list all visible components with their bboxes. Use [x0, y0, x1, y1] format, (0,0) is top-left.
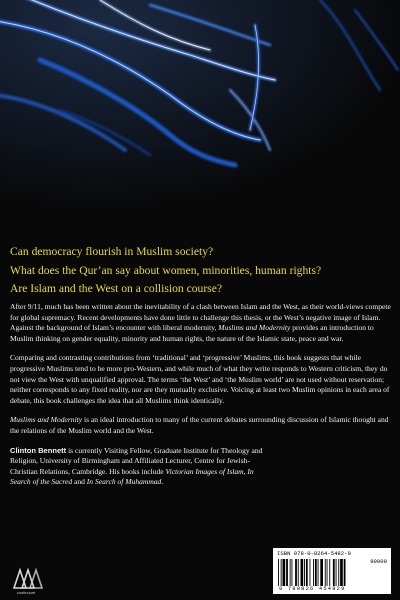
barcode-bar: [338, 559, 339, 586]
isbn-label: ISBN 978-0-8264-5482-9: [277, 550, 351, 557]
bio-text: and: [72, 477, 87, 487]
barcode-bar: [286, 559, 288, 586]
book-title: In Search of Muhammad: [86, 477, 162, 487]
bio-text: ,: [243, 466, 248, 476]
author-bio: [10, 446, 272, 488]
blurb-text: is an ideal introduction to many of the current debates surrounding discussion of Islamic thought and the relations of the Muslim world and the West.: [10, 415, 389, 435]
barcode-bar: [292, 559, 293, 586]
barcode-bar: [325, 559, 326, 586]
blurb-paragraph-3: [10, 415, 392, 436]
barcode-bar: [318, 559, 319, 586]
barcode-bar: [340, 559, 343, 586]
barcode-bar: [310, 559, 311, 586]
barcode-bar: [295, 559, 297, 586]
blurb-text: After 9/11, much has been written about the inevitability of a clash between Islam and the West, as their world-views compete for global supremacy. Recent developments have done little to challenge this thesis, or the West’s negative image of Islam. Against the background of Islam’s encounter with liberal modernity,: [10, 302, 391, 333]
author-name: Clinton Bennett: [10, 445, 67, 455]
barcode-bar: [304, 559, 305, 586]
blurb-text: provides an introduction to Muslim thinking on gender equality, minority and human rights, the nature of the Islamic state, peace and war.: [10, 323, 374, 343]
barcode-bar: [298, 559, 299, 586]
book-title: Muslims and Modernity: [10, 415, 83, 425]
barcode-bar: [278, 559, 279, 586]
book-title: Muslims and Modernity: [218, 323, 291, 333]
barcode-bar: [336, 559, 337, 586]
question-quran: What does the Qur’an say about women, minorities, human rights?: [10, 263, 322, 277]
price-code: 90000: [370, 558, 387, 565]
barcode-bar: [333, 559, 335, 586]
book-title: Victorian Images of Islam: [165, 466, 244, 476]
barcode-bar: [320, 559, 323, 586]
barcode-bar: [290, 559, 291, 586]
cover-artwork: [0, 0, 400, 240]
barcode-bars: [277, 559, 387, 586]
barcode-bar: [301, 559, 304, 586]
barcode-bar: [313, 559, 314, 586]
question-list: [10, 243, 395, 299]
barcode-digits: 9 780826 454829: [279, 586, 346, 592]
barcode-bar: [327, 559, 328, 586]
blurb: [10, 302, 392, 497]
question-collision: Are Islam and the West on a collision course?: [10, 282, 222, 295]
barcode: [273, 548, 391, 594]
barcode-bar: [344, 559, 346, 586]
barcode-bar: [283, 559, 286, 586]
publisher-name: continuum: [16, 590, 36, 595]
blurb-paragraph-1: [10, 302, 392, 344]
barcode-bar: [306, 559, 308, 586]
barcode-bar: [315, 559, 317, 586]
barcode-bar: [329, 559, 330, 586]
book-title: In Search of the Sacred: [10, 466, 254, 487]
question-democracy: Can democracy flourish in Muslim society?: [10, 245, 214, 258]
bio-text: is currently Visiting Fellow, Graduate Institute for Theology and Religion, University of Birmingham and Affiliated Lecturer, Centre for Jewish-Christian Relations, Cambridge. His books include: [10, 445, 263, 476]
bio-text: .: [161, 477, 164, 487]
blurb-paragraph-2: Comparing and contrasting contributions from ‘traditional’ and ‘progressive’ Muslims, this book suggests that while progressive Muslims tend to be more pro-Western, and while much of what they write responds to Western criticism, they do not view the West with unqualified approval. The terms ‘the West’ and ‘the Muslim world’ are not used without reservation; neither corresponds to any fixed reality, nor are they mutually exclusive. Voicing at least two Muslim opinions in each area of debate, this book challenges the idea that all Muslims think identically.: [10, 353, 390, 405]
barcode-bar: [281, 559, 282, 586]
